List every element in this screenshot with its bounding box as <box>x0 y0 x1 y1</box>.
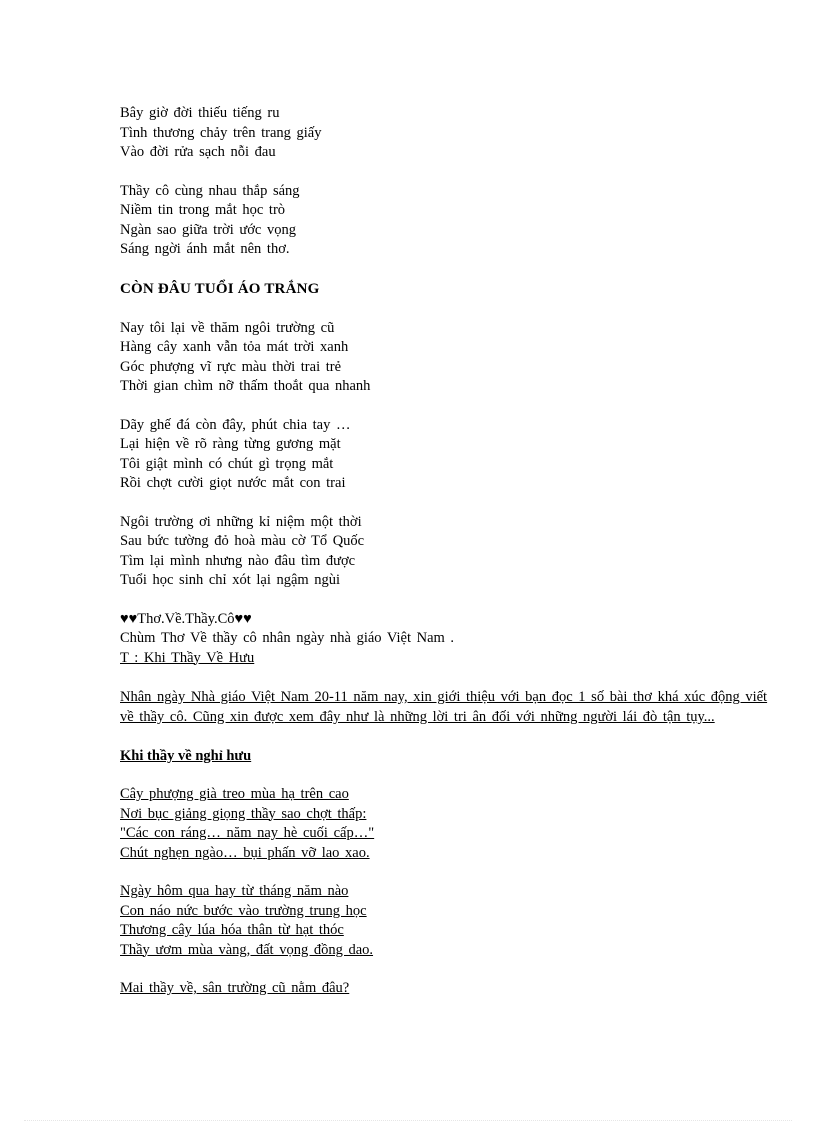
poem2-title: CÒN ĐÂU TUỔI ÁO TRẮNG <box>120 280 320 297</box>
poem1-stanza-2 <box>120 182 780 260</box>
poem-line[interactable]: Cây phượng già treo mùa hạ trên cao <box>120 786 349 802</box>
poem-line: Tuổi học sinh chỉ xót lại ngậm ngùi <box>120 572 341 588</box>
poem-line: Dãy ghế đá còn đây, phút chia tay … <box>120 416 351 433</box>
poem-line: Hàng cây xanh vẫn tỏa mát trời xanh <box>120 339 349 355</box>
poem-line: Tìm lại mình nhưng nào đâu tìm được <box>120 552 356 569</box>
poem-line[interactable]: Con náo nức bước vào trường trung học <box>120 902 367 919</box>
poem3-stanza-1 <box>120 785 780 863</box>
poem-line: Tôi giật mình có chút gì trọng mắt <box>120 455 334 472</box>
poem-line: Góc phượng vĩ rực màu thời trai trẻ <box>120 358 342 375</box>
poem-line: Sáng ngời ánh mắt nên thơ. <box>120 241 290 257</box>
collection-header-block <box>120 610 780 669</box>
poem-line[interactable]: Nơi bục giảng giọng thầy sao chợt thấp: <box>120 805 367 822</box>
collection-subheading-link[interactable]: T : Khi Thầy Về Hưu <box>120 649 255 666</box>
poem-line: Rồi chợt cười giọt nước mắt con trai <box>120 475 346 491</box>
poem3-closing-line[interactable]: Mai thầy về, sân trường cũ nằm đâu? <box>120 980 350 996</box>
poem-line: Nay tôi lại về thăm ngôi trường cũ <box>120 319 335 336</box>
poem-line: Niềm tin trong mắt học trò <box>120 202 286 218</box>
poem-line[interactable]: Thầy ươm mùa vàng, đất vọng đồng dao. <box>120 941 374 958</box>
document-page <box>120 104 780 999</box>
poem-line: Vào đời rửa sạch nỗi đau <box>120 144 276 160</box>
poem-line[interactable]: Thương cây lúa hóa thân từ hạt thóc <box>120 922 344 938</box>
poem-line: Ngàn sao giữa trời ước vọng <box>120 221 296 238</box>
page-bottom-divider <box>24 1120 792 1121</box>
poem2-stanza-3 <box>120 513 780 591</box>
poem3-title[interactable]: Khi thầy về nghỉ hưu <box>120 748 252 764</box>
collection-description: Chùm Thơ Về thầy cô nhân ngày nhà giáo Việt Nam . <box>120 630 455 646</box>
poem-line: Thầy cô cùng nhau thắp sáng <box>120 182 300 199</box>
poem-line: Sau bức tường đỏ hoà màu cờ Tổ Quốc <box>120 533 365 549</box>
collection-header: ♥♥Thơ.Về.Thầy.Cô♥♥ <box>120 610 252 627</box>
poem-line: Tình thương chảy trên trang giấy <box>120 124 322 141</box>
poem-line[interactable]: Chút nghẹn ngào… bụi phấn vỡ lao xao. <box>120 844 370 861</box>
poem2-stanza-1 <box>120 319 780 397</box>
poem-line: Thời gian chìm nỡ thấm thoắt qua nhanh <box>120 378 371 394</box>
poem-line: Bây giờ đời thiếu tiếng ru <box>120 105 280 121</box>
poem2-stanza-2 <box>120 416 780 494</box>
intro-paragraph-link[interactable]: Nhân ngày Nhà giáo Việt Nam 20-11 năm nay, xin giới thiệu với bạn đọc 1 số bài thơ khá xúc động viết về thầy cô. Cũng xin được xem đây như là những lời tri ân đối với những người lái đò tận tụy... <box>120 689 768 725</box>
poem-line: Lại hiện về rõ ràng từng gương mặt <box>120 436 341 452</box>
poem-line[interactable]: Ngày hôm qua hay từ tháng năm nào <box>120 883 349 899</box>
poem-line: Ngôi trường ơi những kỉ niệm một thời <box>120 513 362 530</box>
poem1-stanza-1 <box>120 104 780 163</box>
poem3-stanza-2 <box>120 882 780 960</box>
poem-line[interactable]: "Các con ráng… năm nay hè cuối cấp…" <box>120 825 375 841</box>
